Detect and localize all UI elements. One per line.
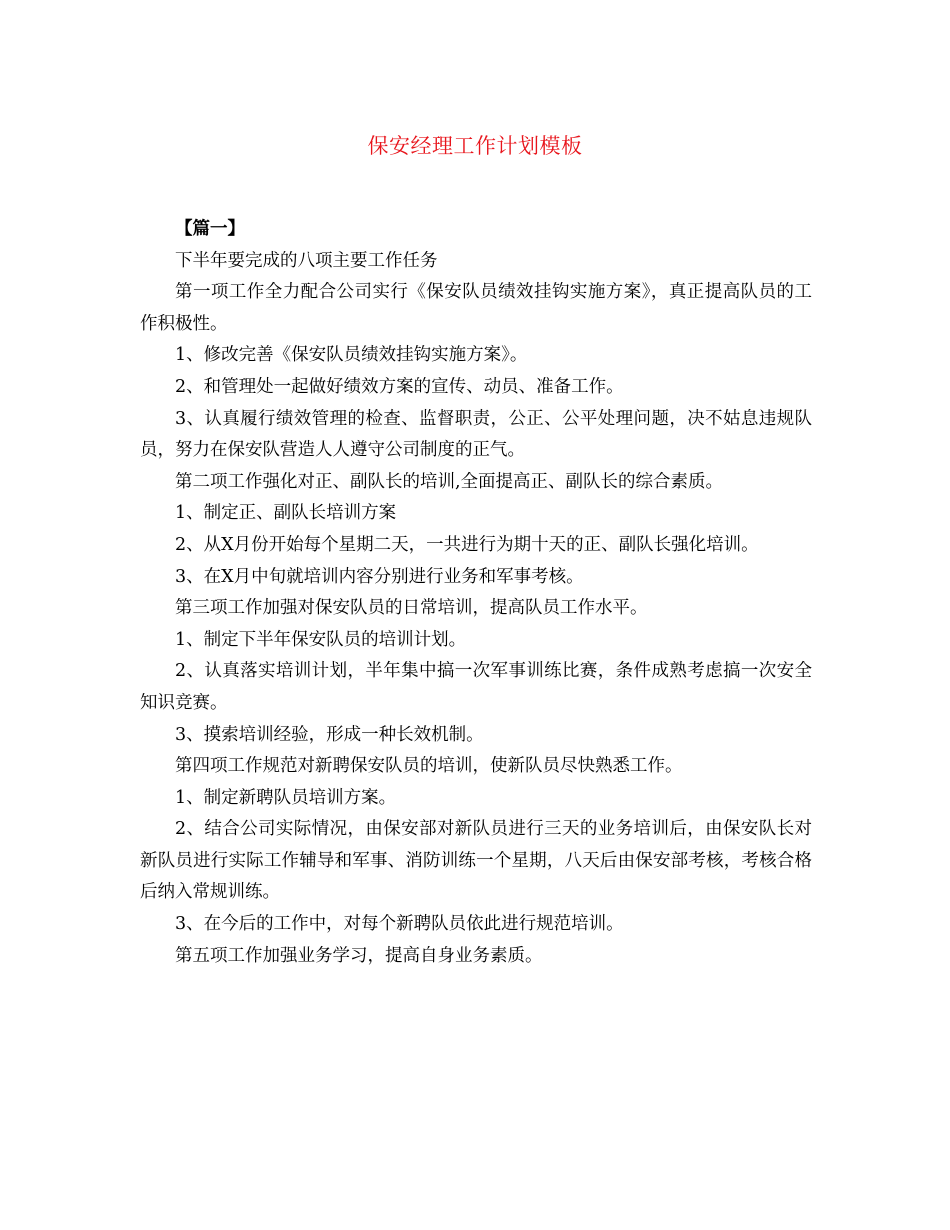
paragraph: 3、在X月中旬就培训内容分别进行业务和军事考核。 — [175, 566, 584, 587]
paragraph: 第二项工作强化对正、副队长的培训,全面提高正、副队长的综合素质。 — [175, 471, 724, 492]
document-body — [140, 214, 812, 972]
paragraph: 1、制定正、副队长培训方案 — [175, 503, 397, 524]
paragraph: 第三项工作加强对保安队员的日常培训，提高队员工作水平。 — [175, 598, 648, 619]
document-title: 保安经理工作计划模板 — [367, 134, 583, 158]
paragraph: 1、制定下半年保安队员的培训计划。 — [175, 629, 467, 650]
paragraph: 第一项工作全力配合公司实行《保安队员绩效挂钩实施方案》，真正提高队员的工作积极性。 — [140, 282, 812, 334]
section-label: 【篇一】 — [175, 219, 245, 239]
paragraph: 第五项工作加强业务学习，提高自身业务素质。 — [175, 945, 543, 966]
paragraph: 3、认真履行绩效管理的检查、监督职责，公正、公平处理问题，决不姑息违规队员，努力在保安队营造人人遵守公司制度的正气。 — [140, 408, 812, 461]
paragraph: 下半年要完成的八项主要工作任务 — [175, 250, 438, 271]
paragraph: 2、和管理处一起做好绩效方案的宣传、动员、准备工作。 — [175, 376, 624, 397]
paragraph: 2、认真落实培训计划，半年集中搞一次军事训练比赛，条件成熟考虑搞一次安全知识竞赛。 — [140, 661, 812, 713]
paragraph: 3、摸索培训经验，形成一种长效机制。 — [175, 724, 484, 745]
paragraph: 2、从X月份开始每个星期二天，一共进行为期十天的正、副队长强化培训。 — [175, 534, 759, 555]
paragraph: 2、结合公司实际情况，由保安部对新队员进行三天的业务培训后，由保安队长对新队员进行实际工作辅导和军事、消防训练一个星期，八天后由保安部考核，考核合格后纳入常规训练。 — [140, 819, 812, 903]
paragraph: 1、修改完善《保安队员绩效挂钩实施方案》。 — [175, 345, 528, 366]
paragraph: 1、制定新聘队员培训方案。 — [175, 787, 397, 808]
paragraph: 3、在今后的工作中，对每个新聘队员依此进行规范培训。 — [175, 914, 624, 935]
paragraph: 第四项工作规范对新聘保安队员的培训，使新队员尽快熟悉工作。 — [175, 756, 683, 777]
